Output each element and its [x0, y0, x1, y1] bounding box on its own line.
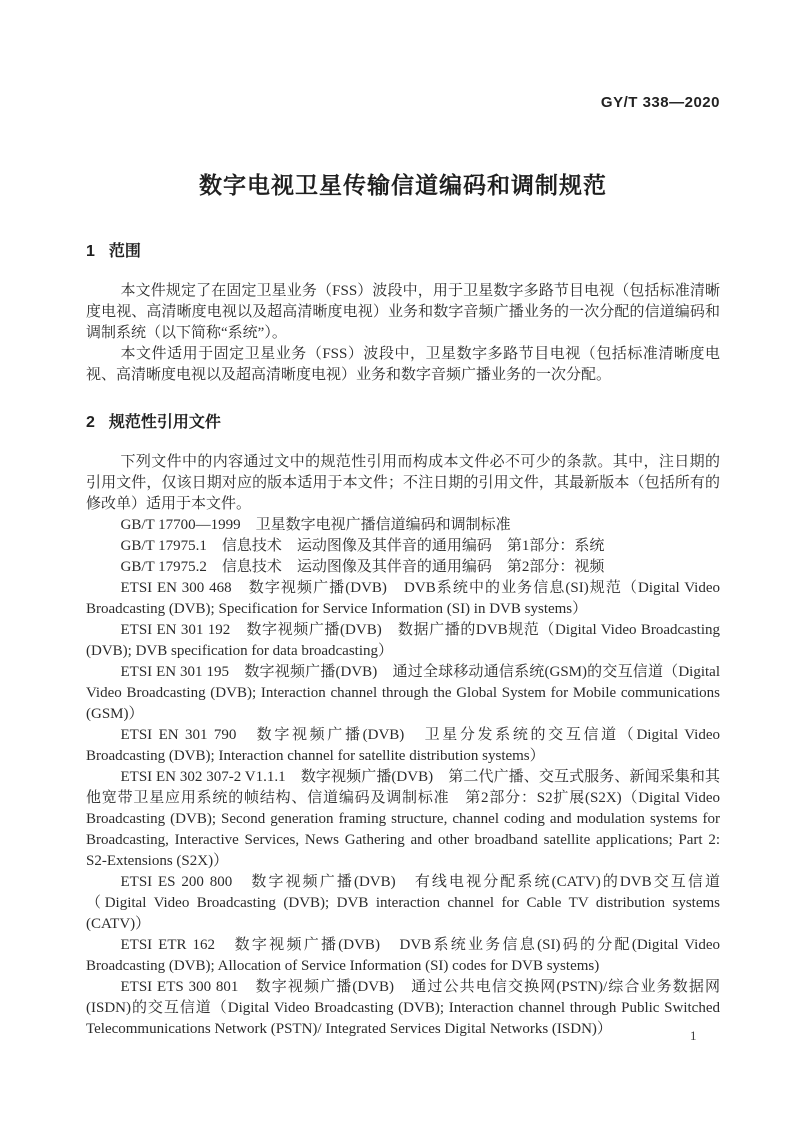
scope-paragraph-1: 本文件规定了在固定卫星业务（FSS）波段中，用于卫星数字多路节目电视（包括标准清晰度电视、高清晰度电视以及超高清晰度电视）业务和数字音频广播业务的一次分配的信道编码和调制系统（以下简称“系统”）。 — [86, 283, 720, 341]
reference-item: GB/T 17975.2 信息技术 运动图像及其伴音的通用编码 第2部分：视频 — [120, 559, 605, 575]
section-1-title: 范围 — [108, 243, 141, 260]
section-2-title: 规范性引用文件 — [108, 414, 221, 431]
page-number: 1 — [690, 1028, 697, 1043]
section-1-number: 1 — [86, 243, 95, 260]
reference-list — [86, 515, 720, 1040]
section-2-number: 2 — [86, 414, 95, 431]
page-content — [86, 0, 720, 1040]
section-2-heading — [86, 412, 720, 434]
reference-item: GB/T 17700—1999 卫星数字电视广播信道编码和调制标准 — [120, 517, 511, 533]
reference-item: ETSI EN 301 195 数字视频广播(DVB) 通过全球移动通信系统(GSM)的交互信道（Digital Video Broadcasting (DVB); Interaction channel through the Global System for Mobile communications (GSM)） — [86, 664, 720, 722]
references-intro-paragraph: 下列文件中的内容通过文中的规范性引用而构成本文件必不可少的条款。其中，注日期的引用文件，仅该日期对应的版本适用于本文件；不注日期的引用文件，其最新版本（包括所有的修改单）适用于本文件。 — [86, 454, 720, 512]
reference-item: ETSI EN 301 192 数字视频广播(DVB) 数据广播的DVB规范（Digital Video Broadcasting (DVB); DVB specification for data broadcasting） — [86, 622, 720, 659]
scope-paragraph-2: 本文件适用于固定卫星业务（FSS）波段中，卫星数字多路节目电视（包括标准清晰度电视、高清晰度电视以及超高清晰度电视）业务和数字音频广播业务的一次分配。 — [86, 346, 720, 383]
page-title: 数字电视卫星传输信道编码和调制规范 — [199, 172, 607, 198]
reference-item: ETSI EN 300 468 数字视频广播(DVB) DVB系统中的业务信息(SI)规范（Digital Video Broadcasting (DVB); Specification for Service Information (SI) in DVB systems） — [86, 580, 720, 617]
standard-code: GY/T 338—2020 — [600, 94, 720, 111]
reference-item: ETSI EN 302 307-2 V1.1.1 数字视频广播(DVB) 第二代广播、交互式服务、新闻采集和其他宽带卫星应用系统的帧结构、信道编码及调制标准 第2部分：S2扩展(S2X)（Digital Video Broadcasting (DVB); Second generation framing structure, channel coding and modulation systems for Broadcasting, Interactive Services, News Gathering and other broadband satellite applications; Part 2: S2-Extensions (S2X)） — [86, 769, 720, 869]
reference-item: ETSI ETS 300 801 数字视频广播(DVB) 通过公共电信交换网(PSTN)/综合业务数据网(ISDN)的交互信道（Digital Video Broadcasting (DVB); Interaction channel through Public Switched Telecommunications Network (PSTN)/ Integrated Services Digital Networks (ISDN)） — [86, 979, 720, 1037]
section-1-heading — [86, 241, 720, 263]
reference-item: ETSI EN 301 790 数字视频广播(DVB) 卫星分发系统的交互信道（Digital Video Broadcasting (DVB); Interaction channel for satellite distribution systems） — [86, 727, 720, 764]
reference-item: ETSI ES 200 800 数字视频广播(DVB) 有线电视分配系统(CATV)的DVB交互信道（Digital Video Broadcasting (DVB); DVB interaction channel for Cable TV distribution systems (CATV)） — [86, 874, 720, 932]
reference-item: GB/T 17975.1 信息技术 运动图像及其伴音的通用编码 第1部分：系统 — [120, 538, 605, 554]
reference-item: ETSI ETR 162 数字视频广播(DVB) DVB系统业务信息(SI)码的分配(Digital Video Broadcasting (DVB); Allocation of Service Information (SI) codes for DVB systems) — [86, 937, 720, 974]
